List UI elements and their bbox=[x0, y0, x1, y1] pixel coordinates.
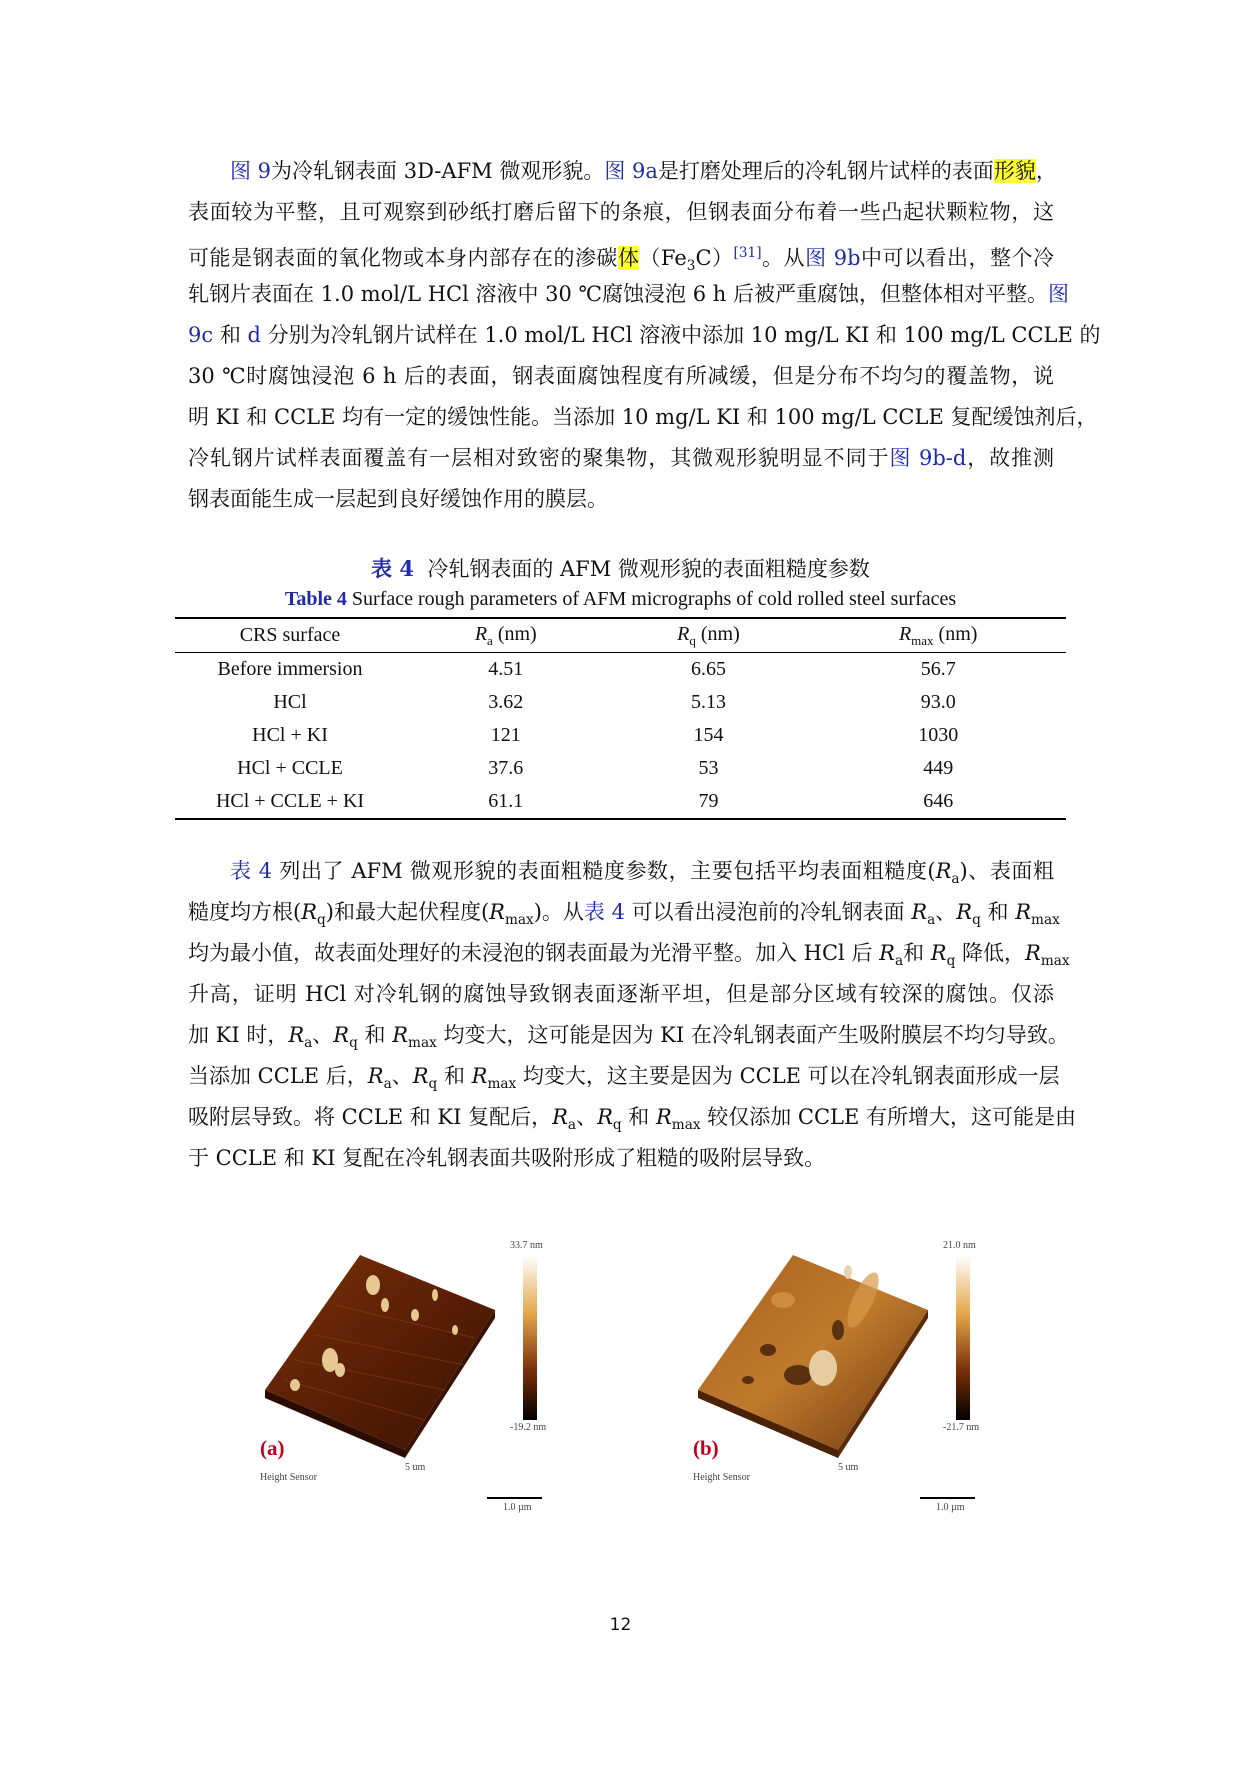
paragraph-roughness-discussion: 表 4 列出了 AFM 微观形貌的表面粗糙度参数，主要包括平均表面粗糙度$(R_a)$、表面粗 糙度均方根$(R_q)$和最大起伏程度$(R_{max})$。从表 4 可以看出浸泡前的冷轧钢表面 $R_a$、$R_q$ 和 $R_{max}$ 均为最小值，故表面处理好的未浸泡的钢表面最为光滑平整。加入 HCl 后 $R_a$和 $R_q$ 降低，$R_{max}$ 升高，证明 HCl 对冷轧钢的腐蚀导致钢表面逐渐平坦，但是部分区域有较深的腐蚀。仅添 加 KI 时，$R_a$、$R_q$ 和 $R_{max}$ 均变大，这可能是因为 KI 在冷轧钢表面产生吸附膜层不均匀导致。 当添加 CCLE 后，$R_a$、$R_q$ 和 $R_{max}$ 均变大，这主要是因为 CCLE 可以在冷轧钢表面形成一层 吸附层导致。将 CCLE 和 KI 复配后，$R_a$、$R_q$ 和 $R_{max}$ 较仅添加 CCLE 有所增大，这可能是由 于 CCLE 和 KI 复配在冷轧钢表面共吸附形成了粗糙的吸附层导致。 bbox=[188, 859, 1077, 1170]
figure-label-a: (a) bbox=[260, 1436, 285, 1460]
table-caption-en: Table 4 Surface rough parameters of AFM micrographs of cold rolled steel surfaces bbox=[284, 588, 957, 610]
table-header-row bbox=[175, 618, 1066, 653]
afm-figure-b: 21.0 nm -21.7 nm 5 um (b) Height Sensor 1.0 µm bbox=[688, 1240, 1018, 1525]
paragraph-afm-description: 图 9为冷轧钢表面 3D-AFM 微观形貌。图 9a是打磨处理后的冷轧钢片试样的表面形貌， 表面较为平整，且可观察到砂纸打磨后留下的条痕，但钢表面分布着一些凸起状颗粒物，这 可能是钢表面的氧化物或本身内部存在的渗碳体$(Fe_3C)[31]$。从图 9b中可以看出，整个冷 轧钢片表面在 1.0 mol/L HCl 溶液中 30 ℃腐蚀浸泡 6 h 后被严重腐蚀，但整体相对平整。图 9c 和 d 分别为冷轧钢片试样在 1.0 mol/L HCl 溶液中添加 10 mg/L KI 和 100 mg/L CCLE 的 30 ℃时腐蚀浸泡 6 h 后的表面，钢表面腐蚀程度有所减缓，但是分布不均匀的覆盖物，说 明 KI 和 CCLE 均有一定的缓蚀性能。当添加 10 mg/L KI 和 100 mg/L CCLE 复配缓蚀剂后， 冷轧钢片试样表面覆盖有一层相对致密的聚集物，其微观形貌明显不同于图 9b-d，故推测 钢表面能生成一层起到良好缓蚀作用的膜层。 bbox=[188, 159, 1101, 511]
highlight: 体 bbox=[617, 246, 640, 270]
col-header-rmax: $R_{max}$ (nm) bbox=[810, 618, 1066, 653]
citation-31[interactable]: [31] bbox=[733, 245, 762, 261]
scale-bar-b bbox=[920, 1497, 975, 1499]
table-row: Before immersion 4.51 6.65 56.7 bbox=[217, 658, 956, 680]
fig9-ref[interactable]: 图 9 bbox=[230, 159, 272, 183]
table4-ref[interactable]: 表 4 bbox=[583, 900, 625, 924]
col-header-rq: $R_q$ (nm) bbox=[607, 618, 811, 653]
afm-3d-surface-b bbox=[688, 1240, 1018, 1490]
table-row: HCl 3.62 5.13 93.0 bbox=[273, 691, 956, 713]
fig9a-ref[interactable]: 图 9a bbox=[604, 159, 658, 183]
table-row: HCl + KI 121 154 1030 bbox=[252, 724, 959, 746]
fig-ref[interactable]: 图 bbox=[1047, 282, 1069, 306]
table-row: HCl + CCLE 37.6 53 449 bbox=[237, 757, 954, 779]
fig9d-ref[interactable]: d bbox=[247, 323, 261, 347]
colorbar-b bbox=[956, 1255, 970, 1420]
scale-bar-a bbox=[487, 1497, 542, 1499]
afm-3d-surface-a bbox=[255, 1240, 585, 1490]
figure-label-b: (b) bbox=[693, 1436, 719, 1460]
highlight: 形貌 bbox=[993, 159, 1036, 183]
fig9bd-ref[interactable]: 图 9b-d bbox=[889, 446, 967, 470]
afm-figure-a: 33.7 nm -19.2 nm 5 um (a) Height Sensor 1.0 µm bbox=[255, 1240, 585, 1525]
colorbar-a bbox=[523, 1255, 537, 1420]
page-number: 12 bbox=[609, 1615, 632, 1635]
fig9c-ref[interactable]: 9c bbox=[188, 323, 214, 347]
table-caption-cn: 表 4 冷轧钢表面的 AFM 微观形貌的表面粗糙度参数 bbox=[371, 556, 870, 581]
table4-ref[interactable]: 表 4 bbox=[230, 859, 273, 883]
col-header-surface: CRS surface bbox=[175, 618, 405, 653]
roughness-table bbox=[175, 617, 1066, 820]
fig9b-ref[interactable]: 图 9b bbox=[805, 246, 861, 270]
col-header-ra: $R_a$ (nm) bbox=[405, 618, 607, 653]
table-row: HCl + CCLE + KI 61.1 79 646 bbox=[175, 785, 1066, 819]
